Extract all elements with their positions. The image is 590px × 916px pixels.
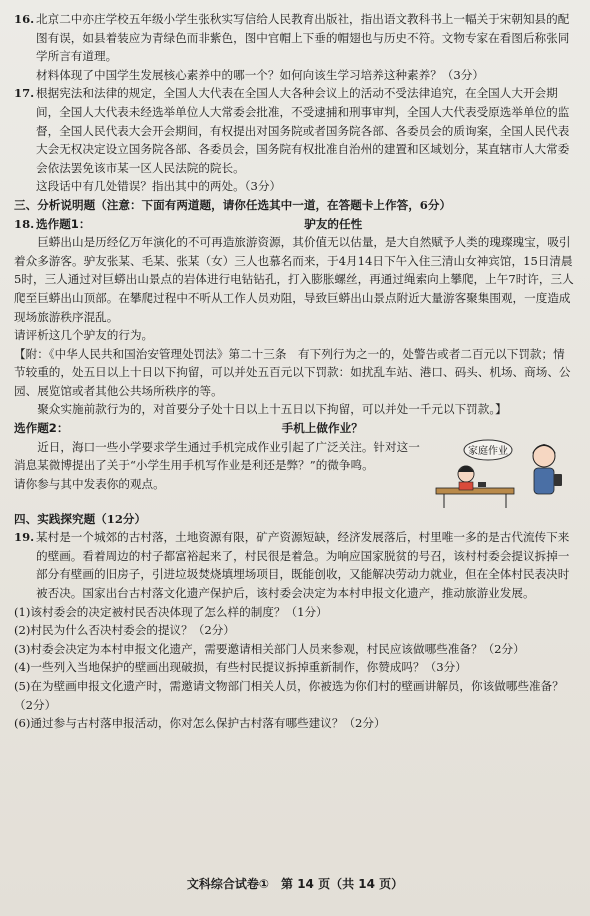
question-17-ask: 这段话中有几处错误？指出其中的两处。（3分） [36, 179, 282, 194]
option-1-title: 驴友的任性 [304, 216, 363, 231]
question-19-item: (1)该村委会的决定被村民否决体现了怎么样的制度？（1分） [14, 604, 328, 619]
question-19-items [14, 603, 576, 733]
question-17-material: 根据宪法和法律的规定，全国人大代表在全国人大各种会议上的活动不受法律追究，在全国人大开会期间，全国人大代表未经选举单位人大常委会批准，不受逮捕和刑事审判，全国人大代表受原选举单位的监督，全国人民代表大会开会期间，有权提出对国务院或者国务院各部、各委员会的质询案，全国人民代表大会无权决定设立国务院各部、各委员会，国务院有权批准自治州的建置和区域划分，某直辖市人大常委会依法罢免该市某一区人民法院的院长。 [36, 86, 570, 175]
question-16-material: 北京二中亦庄学校五年级小学生张秋实写信给人民教育出版社，指出语文教科书上一幅关于宋朝知县的配图有误，如县着装应为青绿色而非紫色，图中官帽上下垂的帽翅也与历史不符。文物专家在看图后称张同学所言有道理。 [36, 12, 570, 64]
option-2-title: 手机上做作业？ [281, 421, 363, 436]
section-four-heading: 四、实践探究题（12分） [14, 511, 147, 526]
option-1-law-2: 聚众实施前款行为的，对首要分子处十日以上十五日以下拘留，可以并处一千元以下罚款。】 [37, 402, 507, 417]
option-1-header [36, 215, 576, 234]
question-19-item: (4)一些列入当地保护的壁画出现破损，有些村民提议拆掉重新制作，你赞成吗？（3分） [14, 660, 467, 675]
question-19-item: (6)通过参与古村落申报活动，你对怎么保护古村落有哪些建议？（2分） [14, 716, 386, 731]
option-2-content [14, 438, 576, 510]
question-19-material: 某村是一个城郊的古村落，土地资源有限，矿产资源短缺，经济发展落后，村里唯一多的是古代流传下来的壁画。看着周边的村子都富裕起来了，村民很是着急。为响应国家脱贫的号召，该村村委会提议拆掉一部分有壁画的旧房子，引进垃圾焚烧填埋场项目，既能创收，又能解决劳动力就业，但在全体村民表决时被否决。国家出台古村落文化遗产保护后，该村委会决定为本村申报文化遗产，推动旅游业发展。 [36, 530, 570, 601]
question-16-ask: 材料体现了中国学生发展核心素养中的哪一个？如何向该生学习培养这种素养？（3分） [36, 67, 484, 82]
option-1-law: 【附：《中华人民共和国治安管理处罚法》第二十三条 有下列行为之一的，处警告或者二百元以下罚款；情节较重的，处五日以上十日以下拘留，可以并处五百元以下罚款：如扰乱车站、港口、码头、机场、商场、公园、展览馆或者其他公共场所秩序的等。 [14, 346, 571, 398]
question-18 [14, 215, 576, 234]
question-19 [14, 528, 576, 602]
option-1-tag: 选作题1： [36, 216, 91, 231]
section-three-heading: 三、分析说明题（注意：下面有两道题，请你任选其中一道，在答题卡上作答，6分） [14, 197, 452, 212]
question-number: 18. [14, 216, 35, 231]
question-number: 16. [14, 12, 35, 26]
option-2-ask: 请你参与其中发表你的观点。 [14, 476, 165, 491]
question-number: 19. [14, 530, 35, 545]
question-19-item: (2)村民为什么否决村委会的提议？（2分） [14, 623, 235, 638]
bubble-text: 家庭作业 [468, 445, 508, 457]
option-2-body: 近日，海口一些小学要求学生通过手机完成作业引起了广泛关注。针对这一消息某微博提出了关于“小学生用手机写作业是利还是弊？”的微争鸣。 [14, 439, 420, 473]
question-17 [14, 84, 576, 196]
question-16 [14, 10, 576, 84]
question-19-item: (3)村委会决定为本村申报文化遗产，需要邀请相关部门人员来参观，村民应该做哪些准备？（2分） [14, 641, 525, 656]
option-2-tag: 选作题2： [14, 421, 69, 436]
option-1-ask: 请评析这几个驴友的行为。 [14, 328, 154, 343]
question-19-item: (5)在为壁画申报文化遗产时，需邀请文物部门相关人员，你被选为你们村的壁画讲解员，你该做哪些准备？（2分） [14, 679, 564, 712]
homework-cartoon-illustration [426, 432, 576, 510]
question-number: 17. [14, 86, 35, 101]
option-1-body: 巨蟒出山是历经亿万年演化的不可再造旅游资源，其价值无以估量，是大自然赋予人类的瑰璨瑰宝，吸引着众多游客。驴友张某、毛某、张某（女）三人也慕名而来，于4月14日下午入住三清山女神宾馆，15日清晨5时，三人通过对巨蟒出山景点的岩体进行电钻钻孔，打入膨胀螺丝，再通过绳索向上攀爬，上午7时许，三人爬至巨蟒出山顶部。在攀爬过程中不听从工作人员劝阻，导致巨蟒出山景点附近大量游客聚集围观，一度造成现场旅游秩序混乱。 [14, 235, 574, 324]
page-footer: 文科综合试卷① 第 14 页（共 14 页） [186, 877, 404, 892]
